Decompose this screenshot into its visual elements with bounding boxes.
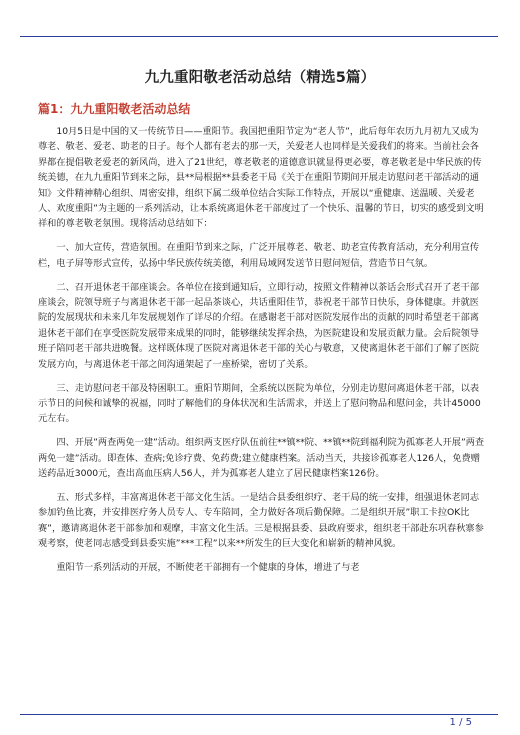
paragraph: 一、加大宣传，营造氛围。在重阳节到来之际，广泛开展尊老、敬老、助老宣传教育活动，充分利用宣传栏，电子屏等形式宣传，弘扬中华民族传统美德，利用局域网发送节日慰问短信，营造节日气氛。 — [38, 242, 480, 269]
paragraph: 重阳节一系列活动的开展，不断使老干部拥有一个健康的身体，增进了与老 — [56, 562, 360, 574]
document-title: 九九重阳敬老活动总结（精选5篇） — [144, 70, 376, 86]
paragraph: 10月5日是中国的又一传统节日——重阳节。我国把重阳节定为“老人节”，此后每年农历九月初九又成为尊老、敬老、爱老、助老的日子。每个人都有老去的那一天，关爱老人也同样是关爱我们的将来。当前社会各界都在提倡敬老爱老的新风尚，进入了21世纪，尊老敬老的道德意识就显得更必要，尊老敬老是中华民族的传统美德，在九九重阳节到来之际，县**局根据**县委老干局《关于在重阳节期间开展走访慰问老干部活动的通知》文件精神精心组织、周密安排，组织下属二级单位结合实际工作特点，开展以“重健康、送温暖、关爱老人、欢度重阳”为主题的一系列活动，让本系统离退休老干部度过了一个快乐、温馨的节日，切实的感受到文明祥和的尊老敬老氛围。现将活动总结如下： — [38, 126, 484, 230]
paragraph: 三、走访慰问老干部及特困职工。重阳节期间，全系统以医院为单位，分别走访慰问离退休老干部，以表示节日的问候和诚挚的祝福，同时了解他们的身体状况和生活需求，并送上了慰问物品和慰问金，共计45000元左右。 — [38, 382, 481, 425]
paragraph: 二、召开退休老干部座谈会。各单位在接到通知后，立即行动，按照文件精神以茶话会形式召开了老干部座谈会，院领导班子与离退休老干部一起品茶谈心，共话重阳佳节，恭祝老干部节日快乐，身体健康。并就医院的发展现状和未来几年发展规划作了详尽的介绍。在感谢老干部对医院发展作出的贡献的同时希望老干部离退休老干部们在享受医院发展带来成果的同时，能够继续发挥余热，为医院建设和发展贡献力量。会后院领导班子陪同老干部共进晚餐。这样既体现了医院对离退休老干部的关心与敬意，又使离退休老干部们了解了医院发展方向，与离退休老干部之间沟通架起了一座桥梁，密切了关系。 — [38, 281, 480, 370]
footer-rule — [20, 714, 498, 715]
paragraph: 五、形式多样，丰富离退休老干部文化生活。一是结合县委组织疗、老干局的统一安排，组强退休老同志参加钓鱼比赛，并安排医疗务人员专人、专车陪同，全力做好各项后勤保障。二是组织开展”职工卡拉OK比赛”，邀请离退休老干部参加和观摩，丰富文化生活。三是根据县委、县政府要求，组织老干部赴东巩春秋寨参观考察，使老同志感受到县委实施”***工程”以来**所发生的巨大变化和崭新的精神风貌。 — [38, 492, 484, 550]
header-rule — [20, 36, 498, 37]
document-body — [38, 124, 486, 584]
page-number: 1 / 5 — [449, 717, 472, 728]
paragraph: 四、开展”两查两免一建”活动。组织两支医疗队伍前往**镇**院、**镇**院到福利院为孤寡老人开展”两查两免一建”活动。即查体、查病;免诊疗费、免药费;建立健康档案。活动当天，共接诊孤寡老人126人，免费赠送药品近3000元，查出高血压病人56人，并为孤寡老人建立了居民健康档案126份。 — [38, 437, 485, 480]
section-heading: 篇1：九九重阳敬老活动总结 — [38, 102, 191, 116]
